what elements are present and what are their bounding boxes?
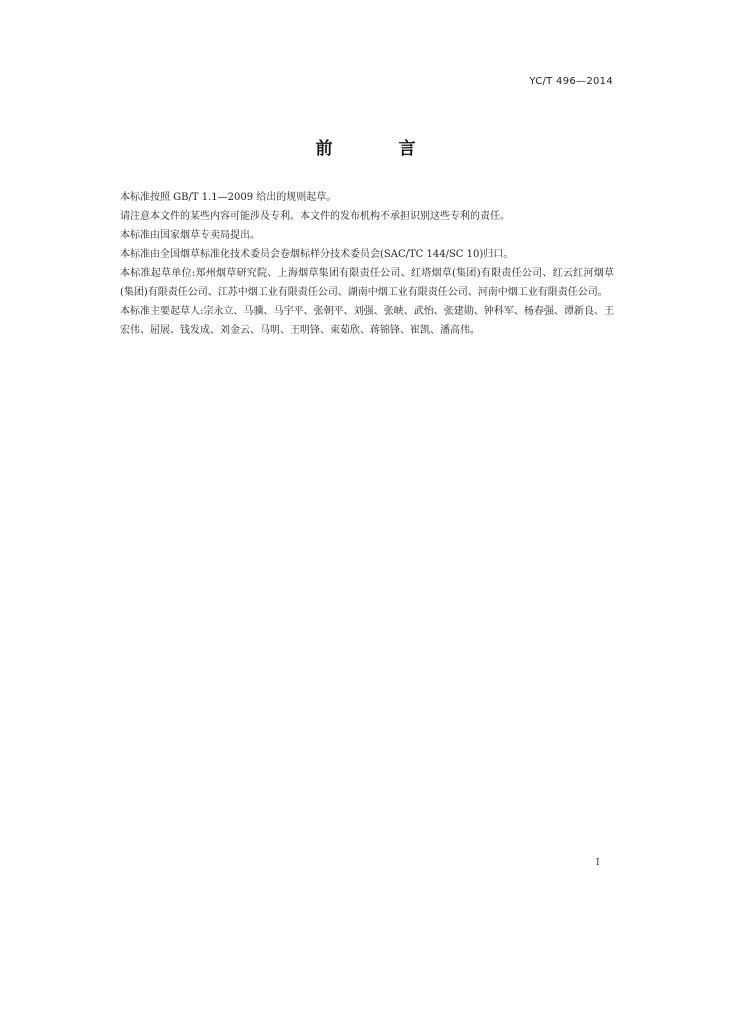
paragraph-drafters: 本标准主要起草人:宗永立、马骥、马宇平、张朝平、刘强、张峡、武怡、张建勋、钟科军、杨春强、谭新良、王宏伟、屈展、钱发成、刘金云、马明、王明锋、束茹欣、蒋锦锋、崔凯、潘高伟。 <box>120 306 614 336</box>
foreword-body <box>120 188 614 340</box>
paragraph-patent-notice: 请注意本文件的某些内容可能涉及专利。本文件的发布机构不承担识别这些专利的责任。 <box>120 211 510 222</box>
paragraph-committee: 本标准由全国烟草标准化技术委员会卷烟标样分技术委员会(SAC/TC 144/SC 10)归口。 <box>120 249 514 260</box>
page-number: I <box>596 858 600 868</box>
paragraph-proposer: 本标准由国家烟草专卖局提出。 <box>120 230 260 241</box>
standard-code: YC/T 496—2014 <box>529 76 613 87</box>
paragraph-drafting-units: 本标准起草单位:郑州烟草研究院、上海烟草集团有限责任公司、红塔烟草(集团)有限责任公司、红云红河烟草(集团)有限责任公司、江苏中烟工业有限责任公司、湖南中烟工业有限责任公司、河南中烟工业有限责任公司。 <box>120 268 614 298</box>
paragraph-drafting-rules: 本标准按照 GB/T 1.1—2009 给出的规则起草。 <box>120 192 337 203</box>
page-title: 前 言 <box>315 139 446 159</box>
